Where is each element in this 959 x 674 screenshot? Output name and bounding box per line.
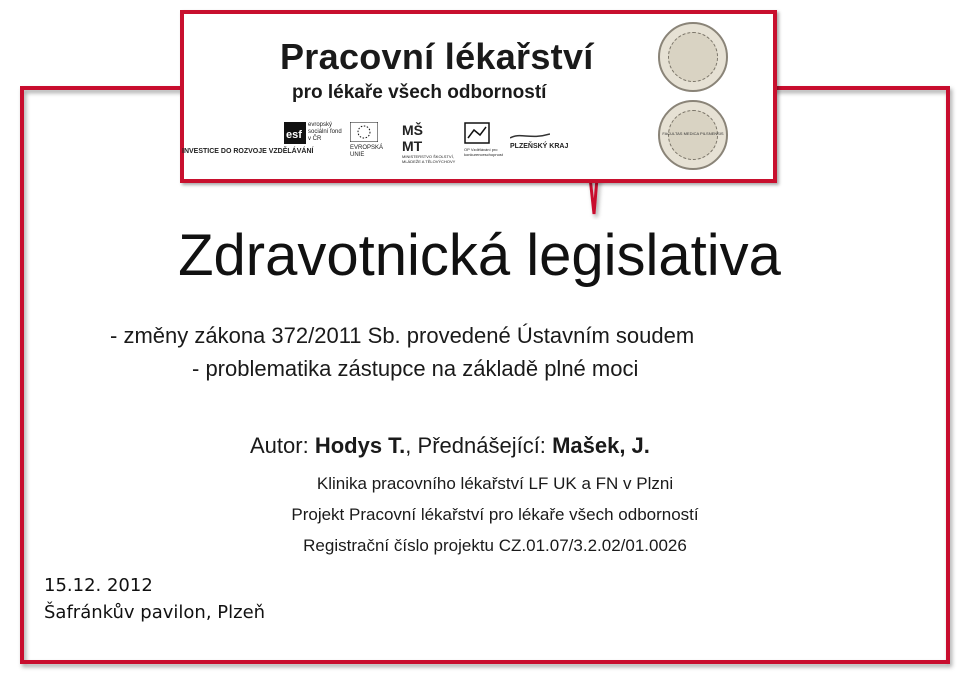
- op-logo: OP Vzdělávání pro konkurenceschopnost: [464, 122, 504, 158]
- op-icon: [464, 122, 490, 144]
- esf-logo: esf evropský sociální fond v ČR: [286, 122, 342, 142]
- registration-line: Registrační číslo projektu CZ.01.07/3.2.02/01.0026: [303, 536, 687, 555]
- lecturer-label: , Přednášející:: [405, 433, 546, 458]
- change-line-1: - změny zákona 372/2011 Sb. provedené Ústavním soudem: [110, 323, 695, 348]
- header-banner: [180, 10, 777, 183]
- author-name: Hodys T.: [314, 433, 406, 458]
- eu-logo: EVROPSKÁ UNIE: [350, 122, 396, 158]
- change-line-2: - problematika zástupce na základě plné moci: [192, 356, 639, 381]
- svg-text:esf: esf: [286, 129, 302, 141]
- lecturer-name: Mašek, J.: [552, 433, 650, 458]
- kraj-logo: PLZEŇSKÝ KRAJ: [510, 132, 570, 168]
- sponsor-logos: [284, 122, 569, 164]
- investment-text: INVESTICE DO ROZVOJE VZDĚLÁVÁNÍ: [182, 148, 314, 155]
- msmt-logo: MŠ MT MINISTERSTVO ŠKOLSTVÍ, MLÁDEŽE A TĚLOVÝCHOVY: [402, 122, 456, 164]
- kraj-wave-icon: [510, 132, 550, 140]
- banner-subtitle: pro lékaře všech odborností: [292, 82, 547, 103]
- date-text: 15.12. 2012: [44, 575, 153, 596]
- clinic-line: Klinika pracovního lékařství LF UK a FN v Plzni: [316, 474, 674, 493]
- esf-icon: [284, 122, 306, 144]
- faculty-medicine-seal: FACULTAS MEDICA PILSNENSIS: [658, 100, 728, 170]
- banner-title: Pracovní lékařství: [280, 36, 594, 77]
- eu-flag-icon: [350, 122, 378, 142]
- project-line: Projekt Pracovní lékařství pro lékaře všech odborností: [291, 505, 699, 524]
- slide-title: Zdravotnická legislativa: [178, 223, 781, 288]
- charles-university-seal: [658, 22, 728, 92]
- author-label: Autor:: [250, 433, 309, 458]
- author-line: [250, 433, 650, 459]
- place-text: Šafránkův pavilon, Plzeň: [44, 602, 266, 623]
